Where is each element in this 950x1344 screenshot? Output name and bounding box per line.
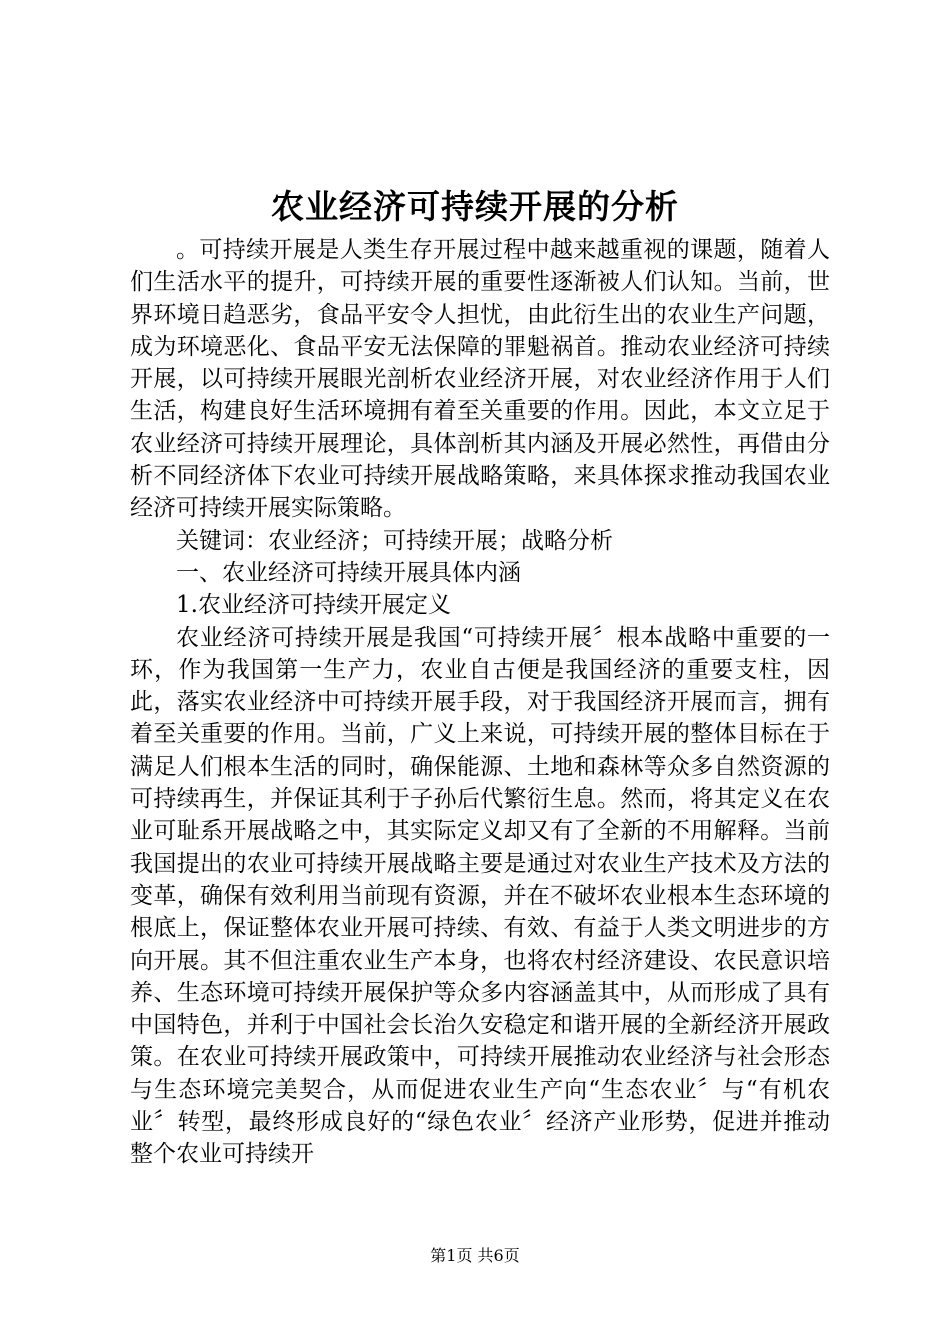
keywords-line: 关键词：农业经济；可持续开展；战略分析: [176, 527, 613, 554]
abstract-paragraph: 。可持续开展是人类生存开展过程中越来越重视的课题，随着人们生活水平的提升，可持续开展的重要性逐渐被人们认知。当前，世界环境日趋恶劣，食品平安令人担忧，由此衍生出的农业生产问题，成为环境恶化、食品平安无法保障的罪魁祸首。推动农业经济可持续开展，以可持续开展眼光剖析农业经济开展，对农业经济作用于人们生活，构建良好生活环境拥有着至关重要的作用。因此，本文立足于农业经济可持续开展理论，具体剖析其内涵及开展必然性，再借由分析不同经济体下农业可持续开展战略策略，来具体探求推动我国农业经济可持续开展实际策略。: [130, 237, 830, 522]
subsection-heading: 1.农业经济可持续开展定义: [176, 592, 451, 619]
page-footer: 第1页 共6页: [430, 1246, 520, 1265]
section-heading: 一、农业经济可持续开展具体内涵: [176, 559, 521, 586]
document-title: 农业经济可持续开展的分析: [271, 187, 679, 226]
body-paragraph: 农业经济可持续开展是我国“可持续开展〞根本战略中重要的一环，作为我国第一生产力，农业自古便是我国经济的重要支柱，因此，落实农业经济中可持续开展手段，对于我国经济开展而言，拥有着至关重要的作用。当前，广义上来说，可持续开展的整体目标在于满足人们根本生活的同时，确保能源、土地和森林等众多自然资源的可持续再生，并保证其利于子孙后代繁衍生息。然而，将其定义在农业可耻系开展战略之中，其实际定义却又有了全新的不用解释。当前我国提出的农业可持续开展战略主要是通过对农业生产技术及方法的变革，确保有效利用当前现有资源，并在不破坏农业根本生态环境的根底上，保证整体农业开展可持续、有效、有益于人类文明进步的方向开展。其不但注重农业生产本身，也将农村经济建设、农民意识培养、生态环境可持续开展保护等众多内容涵盖其中，从而形成了具有中国特色，并利于中国社会长治久安稳定和谐开展的全新经济开展政策。在农业可持续开展政策中，可持续开展推动农业经济与社会形态与生态环境完美契合，从而促进农业生产向“生态农业〞与“有机农业〞转型，最终形成良好的“绿色农业〞经济产业形势，促进并推动整个农业可持续开: [130, 624, 830, 1168]
document-body: [130, 234, 830, 1171]
